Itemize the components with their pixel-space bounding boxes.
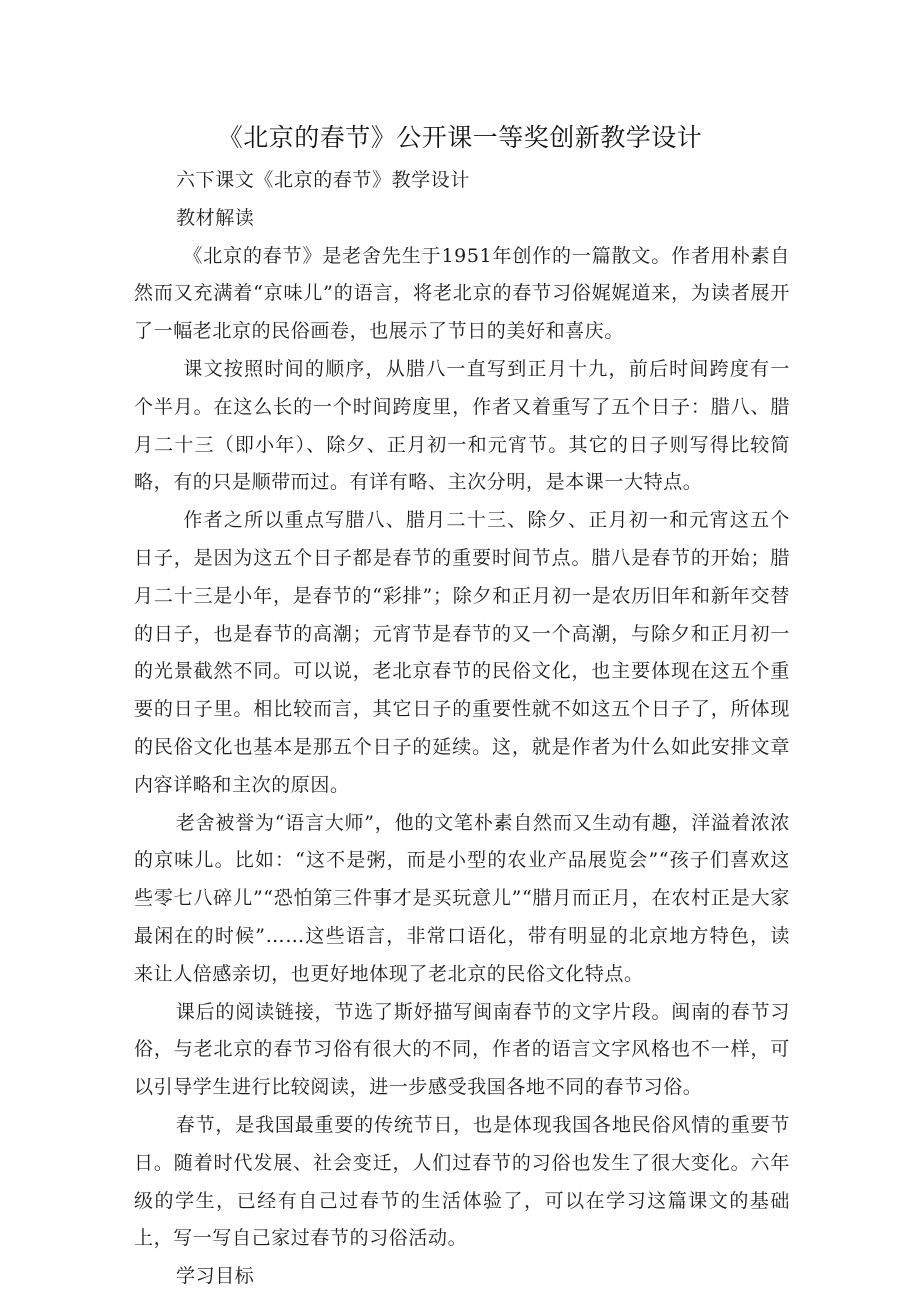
document-body bbox=[134, 162, 790, 1296]
closing-heading: 学习目标 bbox=[176, 1265, 255, 1288]
section-heading: 教材解读 bbox=[176, 206, 255, 229]
paragraph-5: 课后的阅读链接，节选了斯妤描写闽南春节的文字片段。闽南的春节习俗，与老北京的春节习俗有很大的不同，作者的语言文字风格也不一样，可以引导学生进行比较阅读，进一步感受我国各地不同的春节习俗。 bbox=[134, 1000, 790, 1099]
paragraph-1: 《北京的春节》是老舍先生于1951年创作的一篇散文。作者用朴素自然而又充满着“京味儿”的语言，将老北京的春节习俗娓娓道来，为读者展开了一幅老北京的民俗画卷，也展示了节日的美好和喜庆。 bbox=[134, 244, 790, 343]
document-title: 《北京的春节》公开课一等奖创新教学设计 bbox=[217, 123, 703, 152]
paragraph-2: 课文按照时间的顺序，从腊八一直写到正月十九，前后时间跨度有一个半月。在这么长的一个时间跨度里，作者又着重写了五个日子：腊八、腊月二十三（即小年）、除夕、正月初一和元宵节。其它的日子则写得比较简略，有的只是顺带而过。有详有略、主次分明，是本课一大特点。 bbox=[134, 357, 790, 494]
paragraph-4: 老舍被誉为“语言大师”，他的文笔朴素自然而又生动有趣，洋溢着浓浓的京味儿。比如：“这不是粥，而是小型的农业产品展览会”“孩子们喜欢这些零七八碎儿”“恐怕第三件事才是买玩意儿”“腊月而正月，在农村正是大家最闲在的时候”……这些语言，非常口语化，带有明显的北京地方特色，读来让人倍感亲切，也更好地体现了老北京的民俗文化特点。 bbox=[134, 811, 790, 985]
paragraph-3: 作者之所以重点写腊八、腊月二十三、除夕、正月初一和元宵这五个日子，是因为这五个日子都是春节的重要时间节点。腊八是春节的开始；腊月二十三是小年，是春节的“彩排”；除夕和正月初一是农历旧年和新年交替的日子，也是春节的高潮；元宵节是春节的又一个高潮，与除夕和正月初一的光景截然不同。可以说，老北京春节的民俗文化，也主要体现在这五个重要的日子里。相比较而言，其它日子的重要性就不如这五个日子了，所体现的民俗文化也基本是那五个日子的延续。这，就是作者为什么如此安排文章内容详略和主次的原因。 bbox=[134, 509, 790, 796]
paragraph-6: 春节，是我国最重要的传统节日，也是体现我国各地民俗风情的重要节日。随着时代发展、社会变迁，人们过春节的习俗也发生了很大变化。六年级的学生，已经有自己过春节的生活体验了，可以在学习这篇课文的基础上，写一写自己家过春节的习俗活动。 bbox=[134, 1113, 790, 1250]
subtitle-line: 六下课文《北京的春节》教学设计 bbox=[176, 169, 471, 191]
